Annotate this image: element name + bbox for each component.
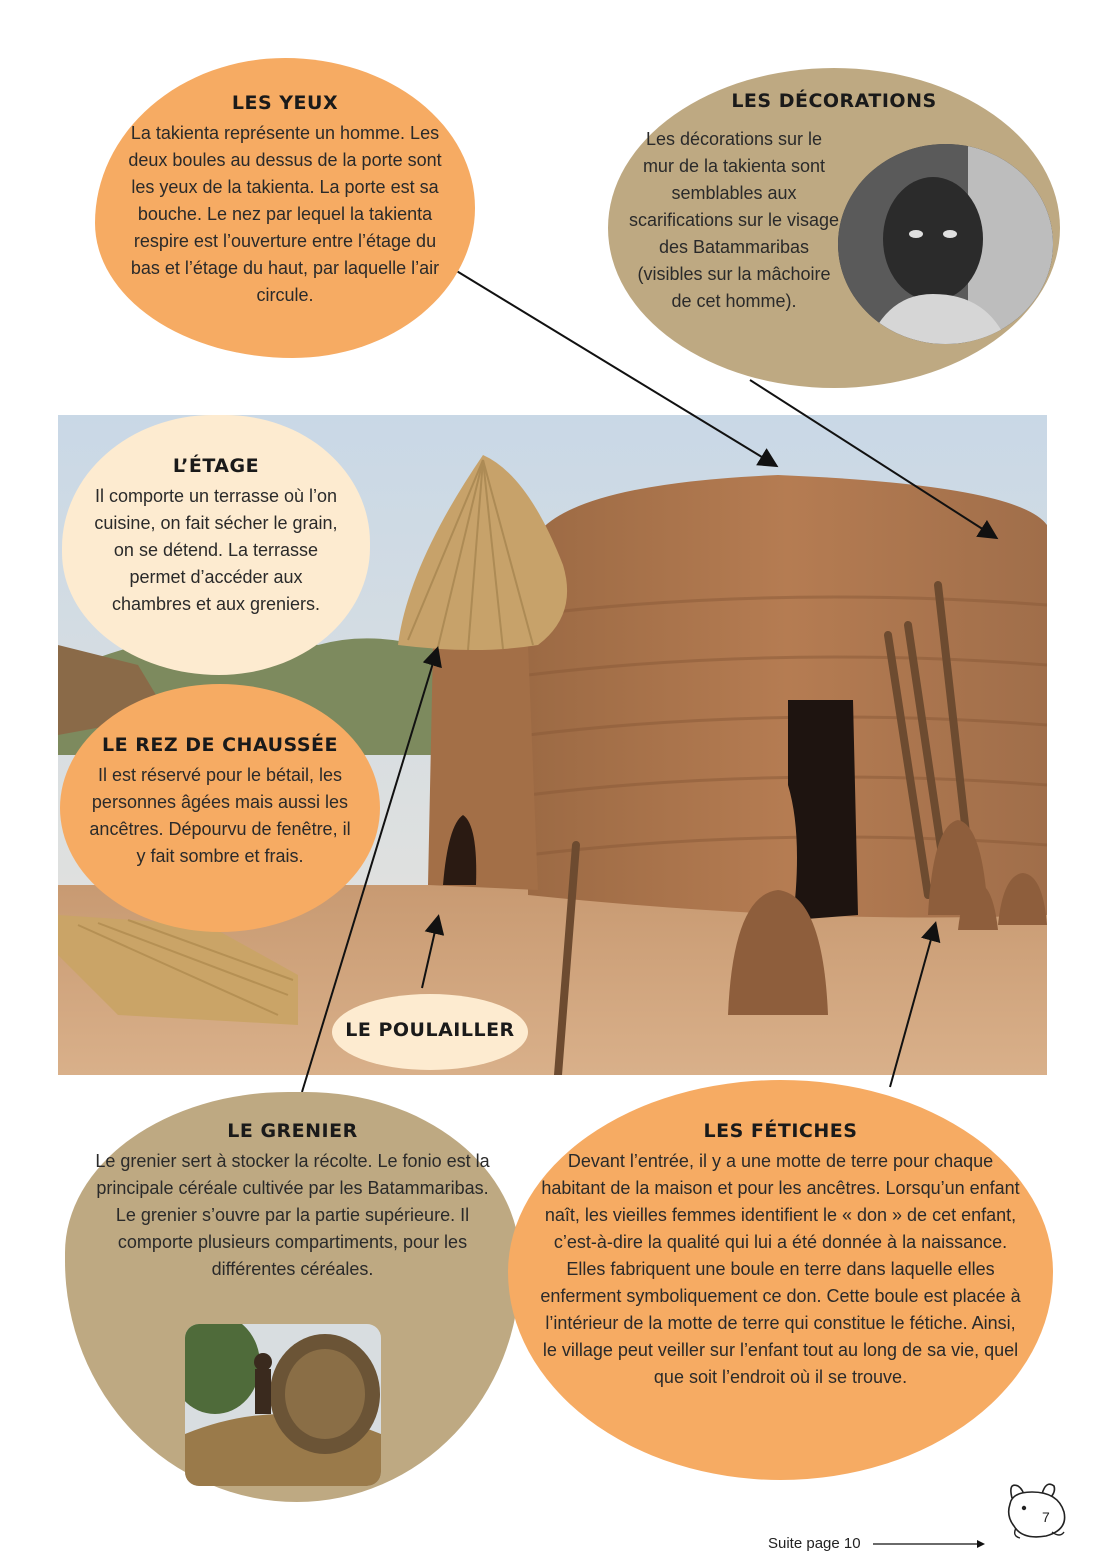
page-number: 7 bbox=[1042, 1509, 1050, 1525]
grenier-title: LE GRENIER bbox=[227, 1120, 358, 1142]
grenier-photo bbox=[185, 1324, 381, 1486]
portrait-photo bbox=[838, 144, 1053, 344]
rez-title: LE REZ DE CHAUSSÉE bbox=[102, 734, 338, 756]
poulailler-title: LE POULAILLER bbox=[345, 1019, 515, 1041]
decorations-arrow bbox=[750, 380, 995, 537]
bubble-decorations bbox=[608, 68, 1060, 388]
bubble-fetiches bbox=[508, 1080, 1053, 1480]
yeux-title: LES YEUX bbox=[231, 92, 339, 114]
fetiches-arrow bbox=[890, 925, 935, 1087]
mascot-icon bbox=[1002, 1478, 1074, 1542]
mascot-page-number bbox=[1002, 1478, 1074, 1546]
arrow-right-icon bbox=[871, 1538, 986, 1550]
bubble-yeux bbox=[95, 58, 475, 358]
continue-link[interactable] bbox=[768, 1535, 986, 1552]
bubble-rez-de-chaussee bbox=[60, 684, 380, 932]
poulailler-arrow bbox=[422, 918, 438, 988]
decorations-title: LES DÉCORATIONS bbox=[731, 90, 937, 112]
bubble-etage bbox=[62, 415, 370, 675]
fetiches-text: Devant l’entrée, il y a une motte de terre pour chaque habitant de la maison et pour les ancêtres. Lorsqu’un enfant naît, les vieilles femmes identifient le « don » de cet enfant, c’est-à-dire la qualité qui lui a été donnée à la naissance. Elles fabriquent une boule en terre dans laquelle elles enferment symboliquement ce don. Cette boule est placée à l’intérieur de la motte de terre qui constitue le fétiche. Ainsi, le village peut veiller sur l’enfant tout au long de sa vie, quel que soit l’endroit où il se trouve. bbox=[540, 1151, 1021, 1387]
fetiches-title: LES FÉTICHES bbox=[703, 1120, 858, 1142]
yeux-text: La takienta représente un homme. Les deux boules au dessus de la porte sont les yeux de la takienta. La porte est sa bouche. Le nez par lequel la takienta respire est l’ouverture entre l’étage du bas et l’étage du haut, par laquelle l’air circule. bbox=[128, 123, 442, 305]
rez-text: Il est réservé pour le bétail, les personnes âgées mais aussi les ancêtres. Dépourvu de fenêtre, il y fait sombre et frais. bbox=[89, 765, 351, 866]
decorations-text: Les décorations sur le mur de la takienta sont semblables aux scarifications sur le visage des Batammaribas (visibles sur la mâchoire de cet homme). bbox=[628, 129, 840, 311]
grenier-text: Le grenier sert à stocker la récolte. Le fonio est la principale céréale cultivée par les Batammaribas. Le grenier s’ouvre par la partie supérieure. Il comporte plusieurs compartiments, pour les différentes céréales. bbox=[95, 1151, 490, 1279]
bubble-poulailler bbox=[332, 994, 528, 1070]
etage-title: L’ÉTAGE bbox=[172, 455, 260, 477]
etage-text: Il comporte un terrasse où l’on cuisine, on fait sécher le grain, on se détend. La terrasse permet d’accéder aux chambres et aux greniers. bbox=[94, 486, 338, 614]
continue-text: Suite page 10 bbox=[768, 1535, 861, 1552]
